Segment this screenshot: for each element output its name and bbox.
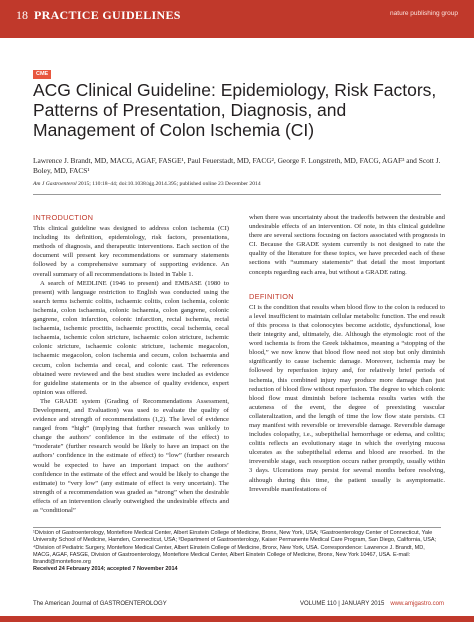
section-heading-introduction: INTRODUCTION <box>33 213 94 222</box>
paragraph: CI is the condition that results when blood flow to the colon is reduced to a level insufficient to maintain cellular metabolic function. The end result of this process is that colonocytes become acidotic, dysfunctional, lose their integrity and, ultimately, die. Although the etymologic root of the word ischemia is from the Greek iskhaimos, meaning a “stopping of the blood,” we now know that blood flow need not stop but only diminish significantly to cause ischemic damage. Moreover, ischemia may be followed by reperfusion injury and, for relatively brief periods of ischemia, this combined injury may produce more damage than just reduction of blood flow without reperfusion. The degree to which colonic blood flow must diminish before ischemia results varies with the acuteness of the event, the degree of preexisting vascular collateralization, and the length of time the low flow state persists. CI may manifest with reversible or irreversible damage. Reversible damage includes colopathy, i.e., subepithelial hemorrhage or edema, and colitis; colitis reflects an evolutionary stage in which the overlying mucosa ulcerates as the subepithelial edema and blood are resorbed. In the irreversible stage, such resorption occurs rather promptly, usually within 3 days. Ulcerations may persist for several months before resolving, although during this time, the patient usually is asymptomatic. Irreversible manifestations of <box>249 303 445 493</box>
paragraph: A search of MEDLINE (1946 to present) and EMBASE (1980 to present) with language restriction to English was conducted using the search terms ischemic colitis, ischaemic colitis, colon ischemia, colonic ischemia, colon ischaemia, colonic ischaemia, colon gangrene, colonic gangrene, colon infarction, colonic infarction, rectal ischemia, rectal ischaemia, ischemic proctitis, ischaemic proctitis, cecal ischemia, cecal ischaemia, ischemic colon stricture, ischaemic colon stricture, ischemic colonic stricture, ischaemic colonic stricture, ischemic megacolon, ischaemic megacolon, colon ischemia and cecum, colon ischaemia and cecum, colon ischemia and cecal, and colonic cast. The references obtained were reviewed and the best studies were included as evidence for guideline statements or in the absence of quality evidence, expert opinion was offered. <box>33 279 229 396</box>
right-column <box>249 213 445 494</box>
paragraph: when there was uncertainty about the tradeoffs between the desirable and undesirable effects of an intervention. Of note, in this clinical guideline there are several sections focusing on factors associated with prognosis in CI. Because the GRADE system currently is not designed to rate the quality of the literature for these topics, we have preceded each of these sections with “summary statements” that detail the most important concepts regarding each area, but without a GRADE rating. <box>249 214 445 276</box>
citation-line <box>33 180 453 188</box>
divider <box>33 194 441 195</box>
header-bar <box>0 0 474 38</box>
author-list: Lawrence J. Brandt, MD, MACG, AGAF, FASGE¹, Paul Feuerstadt, MD, FACG², George F. Longstreth, MD, FACG, AGAF³ and Scott J. Boley, MD, FACS¹ <box>33 156 441 175</box>
footer-journal: The American Journal of GASTROENTEROLOGY <box>33 601 167 607</box>
affiliations: ¹Division of Gastroenterology, Montefiore Medical Center, Albert Einstein College of Medicine, Bronx, New York, USA; ²Gastroenterology Center of Connecticut, Yale University School of Medicine, Hamden, Connecticut, USA; ³Department of Gastroenterology, Kaiser Permanente Medical Care Program, San Diego, California, USA; ⁴Division of Pediatric Surgery, Montefiore Medical Center, Albert Einstein College of Medicine, Bronx, New York, USA. Correspondence: Lawrence J. Brandt, MD, MACG, AGAF, FASGE, Division of Gastroenterology, Montefiore Medical Center, Albert Einstein College of Medicine, Bronx, New York 10467, USA. E-mail: lbrandt@montefiore.org <box>33 530 437 566</box>
left-column <box>33 213 229 515</box>
footnote <box>33 530 443 574</box>
publisher-name: nature publishing group <box>390 10 458 17</box>
section-heading-definition: DEFINITION <box>249 291 294 301</box>
paragraph: This clinical guideline was designed to address colon ischemia (CI) including its definition, epidemiology, risk factors, presentations, methods of diagnosis, and therapeutic interventions. Each section of the document will present key recommendations or summary statements followed by a comprehensive summary of supporting evidence. An overall summary of all recommendations is listed in Table 1. <box>33 225 229 278</box>
footnote-divider <box>33 527 441 528</box>
footer-issue-info <box>300 601 444 607</box>
paragraph: The GRADE system (Grading of Recommendations Assessment, Development, and Evaluation) was used to evaluate the quality of evidence and strength of recommendations (1,2). The level of evidence ranged from “high” (implying that further research was unlikely to change the authors’ confidence in the estimate of the effect) to “moderate” (further research would be likely to have an impact on the authors’ confidence in the estimate of effect) to “low” (further research would be expected to have an important impact on the authors’ confidence in the estimate of the effect and would be likely to change the estimate) to “very low” (any estimate of effect is very uncertain). The strength of a recommendation was graded as “strong” when the desirable effects of an intervention clearly outweighed the undesirable effects and as “conditional” <box>33 397 229 514</box>
citation-details: 2015; 110:18–44; doi:10.1038/ajg.2014.395; published online 23 December 2014 <box>76 181 261 187</box>
article-title: ACG Clinical Guideline: Epidemiology, Risk Factors, Patterns of Presentation, Diagnosis, and Management of Colon Ischemia (CI) <box>33 80 437 140</box>
page-number: 18 <box>16 8 28 22</box>
citation-journal: Am J Gastroenterol <box>33 181 77 187</box>
section-title: PRACTICE GUIDELINES <box>34 8 181 22</box>
footer-issue: VOLUME 110 | JANUARY 2015 <box>300 601 385 607</box>
footer-bar <box>0 616 474 622</box>
footer-url[interactable]: www.amjgastro.com <box>390 601 444 607</box>
received-date: Received 24 February 2014; accepted 7 November 2014 <box>33 566 178 573</box>
cme-badge: CME <box>33 70 51 79</box>
